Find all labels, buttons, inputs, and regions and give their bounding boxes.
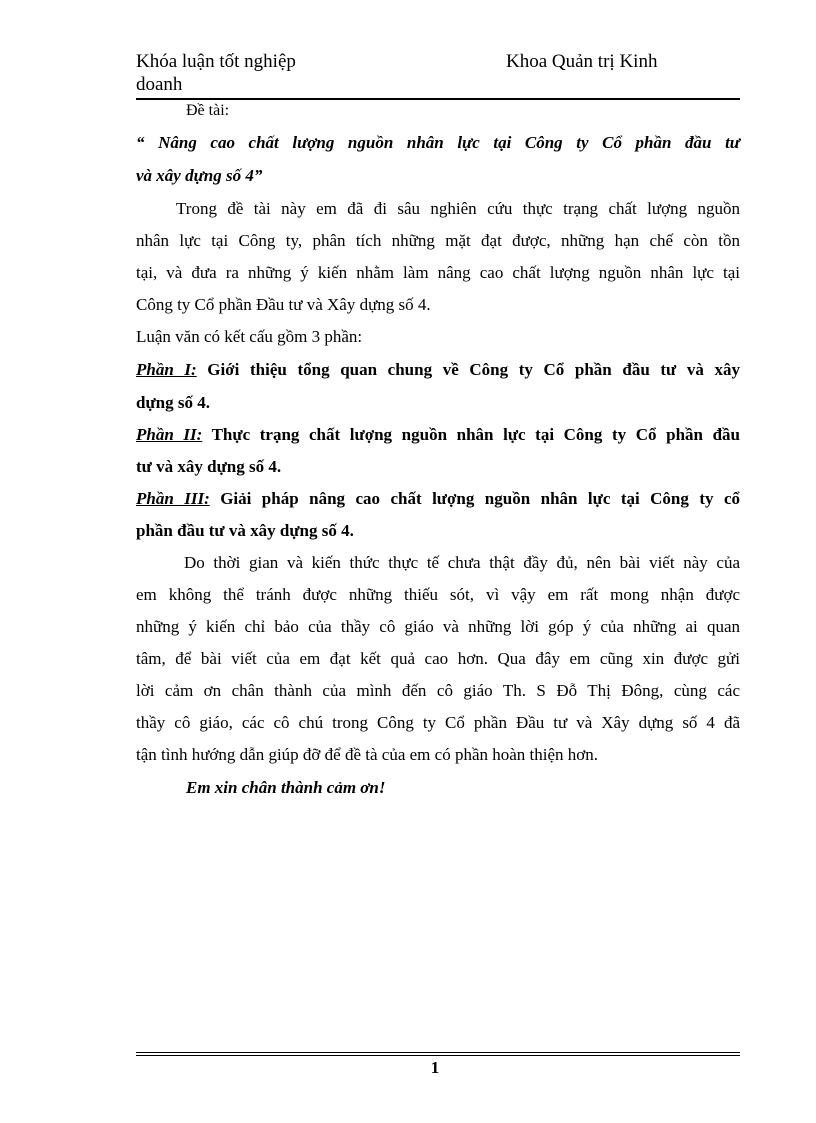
part-3-text: Giải pháp nâng cao chất lượng nguồn nhân lực tại Công ty cổ [209,489,740,508]
closing-line-1: Do thời gian và kiến thức thực tế chưa thật đầy đủ, nên bài viết này của [184,553,740,572]
part-3-line-2: phần đầu tư và xây dựng số 4. [136,521,354,540]
header-left-line1: Khóa luận tốt nghiệp [136,51,296,72]
topic-label: Đề tài: [186,102,230,119]
footer-divider-top [136,1052,740,1053]
header-right: Khoa Quản trị Kinh [506,51,658,72]
part-2-line-2: tư và xây dựng số 4. [136,457,282,476]
part-3-line-1 [136,489,740,509]
closing-line-4: tâm, để bài viết của em đạt kết quả cao hơn. Qua đây em cũng xin được gửi [136,649,740,668]
part-1-label: Phần I: [136,360,197,379]
part-1-line-2: dựng số 4. [136,393,210,412]
intro-line-3: tại, và đưa ra những ý kiến nhằm làm nâng cao chất lượng nguồn nhân lực tại [136,263,740,282]
part-2-line-1 [136,425,740,445]
intro-line-1: Trong đề tài này em đã đi sâu nghiên cứu thực trạng chất lượng nguồn [176,199,740,218]
part-2-text: Thực trạng chất lượng nguồn nhân lực tại Công ty Cổ phần đầu [202,425,741,444]
closing-line-3: những ý kiến chỉ bảo của thầy cô giáo và những lời góp ý của những ai quan [136,617,740,636]
part-1-text: Giới thiệu tổng quan chung về Công ty Cổ phần đầu tư và xây [196,360,740,379]
closing-line-6: thầy cô giáo, các cô chú trong Công ty Cổ phần Đầu tư và Xây dựng số 4 đã [136,713,740,732]
header-left-line2: doanh [136,74,183,95]
closing-line-5: lời cảm ơn chân thành của mình đến cô giáo Th. S Đỗ Thị Đông, cùng các [136,681,740,700]
part-1-line-1 [136,360,740,380]
part-3-label: Phần III: [136,489,210,508]
closing-line-2: em không thể tránh được những thiếu sót, vì vậy em rất mong nhận được [136,585,740,604]
intro-line-4: Công ty Cổ phần Đầu tư và Xây dựng số 4. [136,295,431,314]
page-number: 1 [430,1058,440,1077]
title-line-2: và xây dựng số 4” [136,166,263,185]
thanks-line: Em xin chân thành cảm ơn! [186,778,386,797]
footer-divider-bottom [136,1055,740,1056]
intro-line-2: nhân lực tại Công ty, phân tích những mặt đạt được, những hạn chế còn tồn [136,231,740,250]
closing-line-7: tận tình hướng dẫn giúp đỡ để đề tà của em có phần hoàn thiện hơn. [136,745,599,764]
structure-intro: Luận văn có kết cấu gồm 3 phần: [136,327,363,346]
title-line-1: “ Nâng cao chất lượng nguồn nhân lực tại Công ty Cổ phần đầu tư [136,133,740,152]
header-divider [136,98,740,100]
header-left [136,50,386,96]
part-2-label: Phần II: [136,425,203,444]
